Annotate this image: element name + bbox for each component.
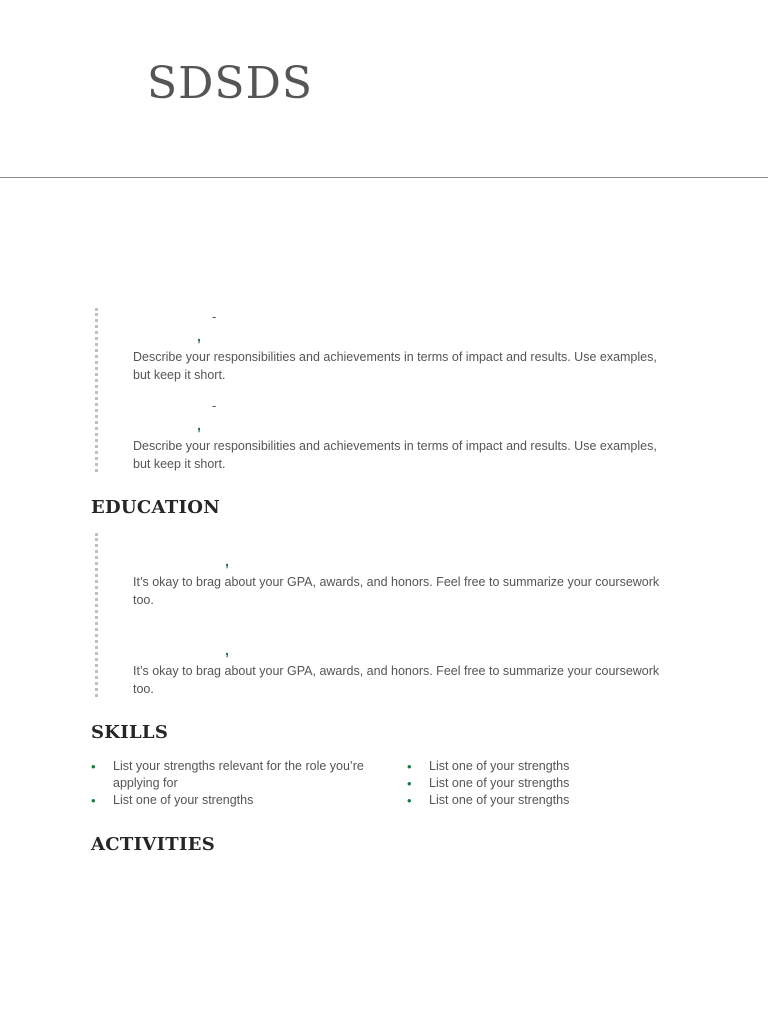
skill-text: List one of your strengths — [113, 793, 254, 807]
bullet-icon: • — [407, 759, 412, 774]
experience-entry-2-description: Describe your responsibilities and achievements in terms of impact and results. Use examples, but keep it short. — [133, 439, 657, 471]
experience-entry-1-description: Describe your responsibilities and achievements in terms of impact and results. Use examples, but keep it short. — [133, 350, 657, 382]
skill-text: List one of your strengths — [429, 793, 570, 807]
experience-entry-2-date-dash: - — [212, 398, 217, 413]
skill-item — [91, 792, 381, 809]
activities-heading: ACTIVITIES — [91, 834, 216, 855]
education-entry-2-description: It’s okay to brag about your GPA, awards, and honors. Feel free to summarize your coursework too. — [133, 664, 660, 696]
resume-name: SDSDS — [147, 58, 313, 109]
bullet-icon: • — [407, 793, 412, 808]
education-timeline — [95, 533, 98, 697]
skill-item — [407, 758, 687, 775]
experience-entry-1-date-dash: - — [212, 309, 217, 324]
skills-heading: SKILLS — [91, 722, 169, 743]
skills-list-right — [407, 758, 687, 809]
experience-timeline — [95, 308, 98, 472]
header-divider — [0, 177, 768, 178]
experience-entry-2-title-comma: , — [197, 417, 201, 433]
skill-text: List your strengths relevant for the role you’re applying for — [113, 759, 364, 790]
skill-item — [407, 792, 687, 809]
skill-text: List one of your strengths — [429, 759, 570, 773]
education-entry-1-description: It’s okay to brag about your GPA, awards, and honors. Feel free to summarize your coursework too. — [133, 575, 660, 607]
bullet-icon: • — [91, 793, 96, 808]
skills-list-left — [91, 758, 381, 809]
experience-entry-1-title-comma: , — [197, 328, 201, 344]
skill-item — [407, 775, 687, 792]
skill-text: List one of your strengths — [429, 776, 570, 790]
education-entry-2-degree-comma: , — [225, 642, 229, 658]
bullet-icon: • — [91, 759, 96, 774]
education-entry-1-degree-comma: , — [225, 553, 229, 569]
skill-item — [91, 758, 381, 792]
education-heading: EDUCATION — [91, 497, 220, 518]
bullet-icon: • — [407, 776, 412, 791]
